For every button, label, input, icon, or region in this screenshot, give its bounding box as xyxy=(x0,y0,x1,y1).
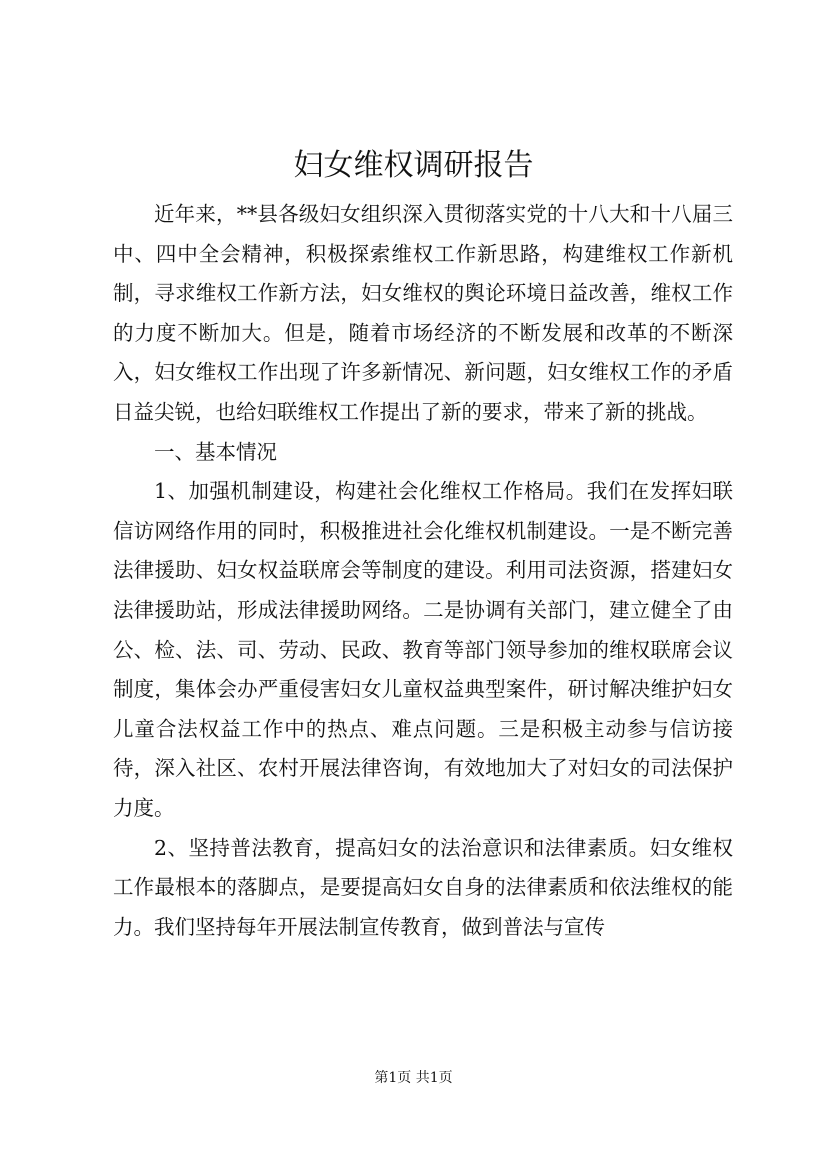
section-heading-basic-situation: 一、基本情况 xyxy=(154,439,277,464)
page-number-footer: 第1页 共1页 xyxy=(374,1070,453,1086)
paragraph-intro: 近年来，**县各级妇女组织深入贯彻落实党的十八大和十八届三中、四中全会精神，积极探索维权工作新思路，构建维权工作新机制，寻求维权工作新方法，妇女维权的舆论环境日益改善，维权工作的力度不断加大。但是，随着市场经济的不断发展和改革的不断深入，妇女维权工作出现了许多新情况、新问题，妇女维权工作的矛盾日益尖锐，也给妇联维权工作提出了新的要求，带来了新的挑战。 xyxy=(113,202,733,424)
document-body xyxy=(113,195,733,947)
document-title: 妇女维权调研报告 xyxy=(293,148,534,183)
paragraph-legal-education: 2、坚持普法教育，提高妇女的法治意识和法律素质。妇女维权工作最根本的落脚点，是要提高妇女自身的法律素质和依法维权的能力。我们坚持每年开展法制宣传教育，做到普法与宣传 xyxy=(113,835,733,939)
paragraph-mechanism-building: 1、加强机制建设，构建社会化维权工作格局。我们在发挥妇联信访网络作用的同时，积极推进社会化维权机制建设。一是不断完善法律援助、妇女权益联席会等制度的建设。利用司法资源，搭建妇女法律援助站，形成法律援助网络。二是协调有关部门，建立健全了由公、检、法、司、劳动、民政、教育等部门领导参加的维权联席会议制度，集体会办严重侵害妇女儿童权益典型案件，研讨解决维护妇女儿童合法权益工作中的热点、难点问题。三是积极主动参与信访接待，深入社区、农村开展法律咨询，有效地加大了对妇女的司法保护力度。 xyxy=(113,479,733,820)
